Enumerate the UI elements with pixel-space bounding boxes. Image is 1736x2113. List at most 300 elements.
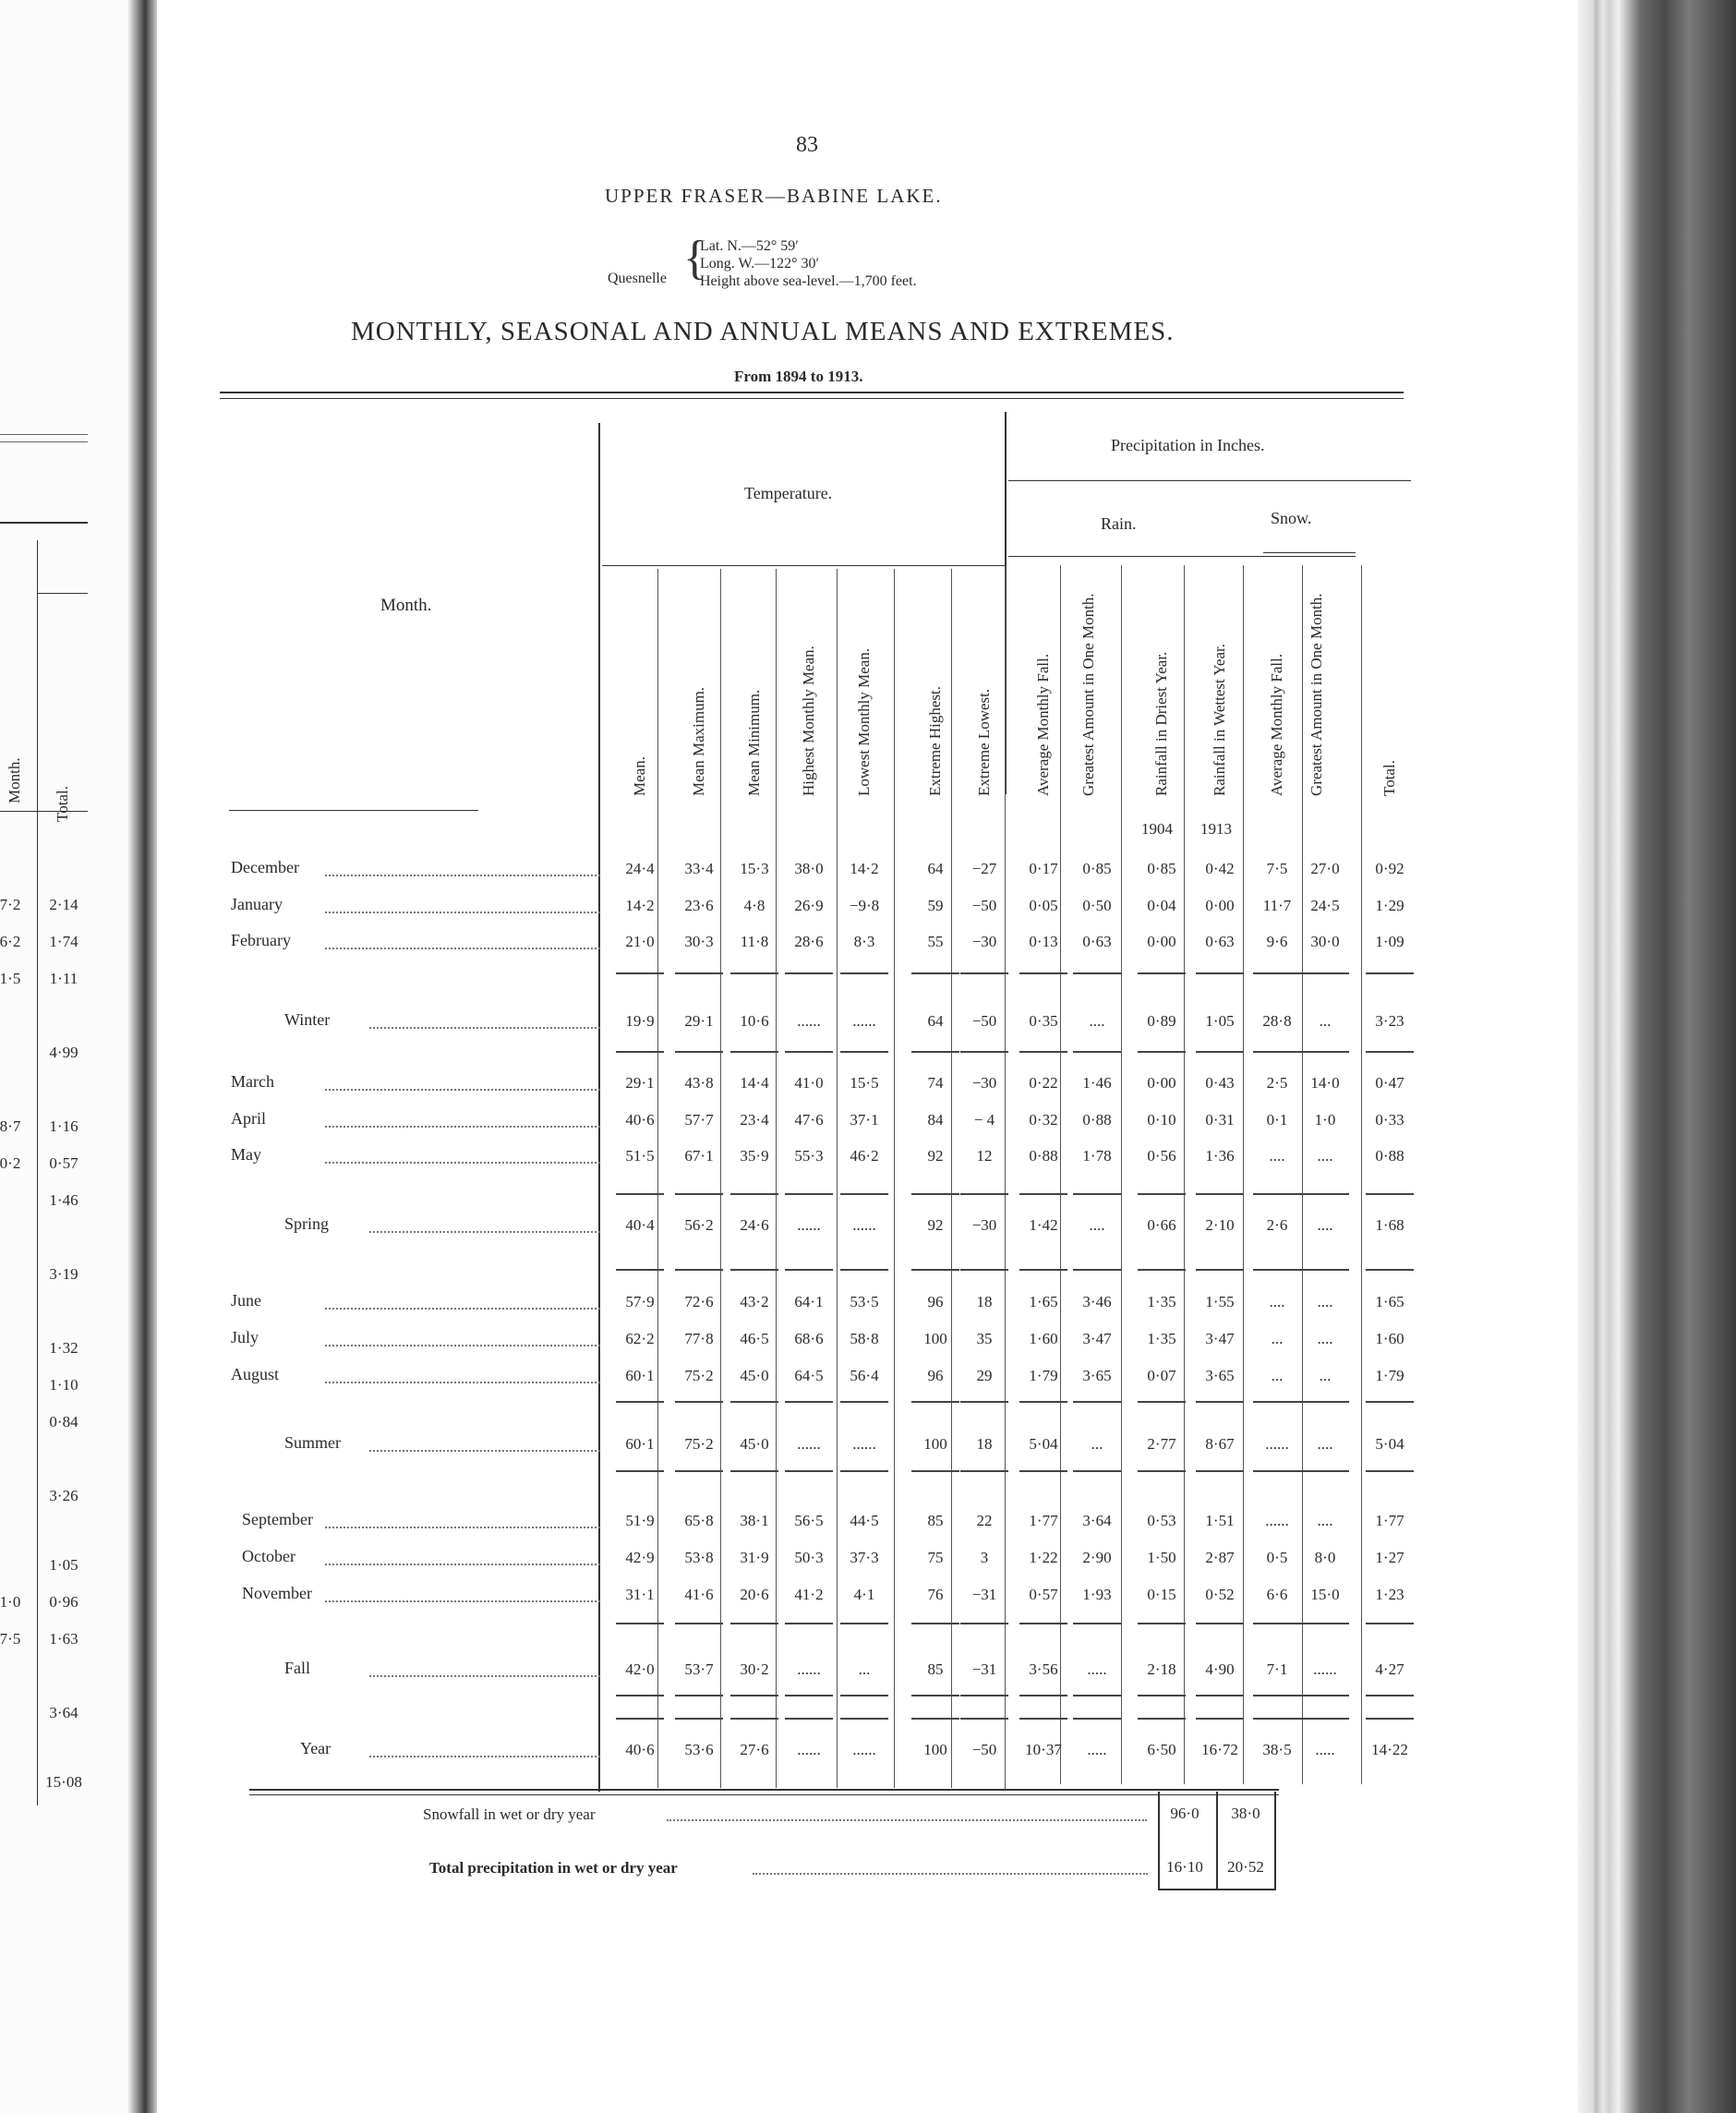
table-cell: −31 (971, 1586, 997, 1603)
column-divider (1005, 565, 1006, 1790)
group-rule (1301, 1623, 1349, 1624)
table-cell: 2·5 (1266, 1074, 1288, 1092)
column-header: Average Monthly Fall. (1034, 653, 1052, 796)
leader-dots (369, 1229, 600, 1233)
table-cell: 100 (923, 1330, 947, 1347)
left-page-partial: 7·5 (0, 1630, 21, 1648)
table-cell: .... (1317, 1330, 1333, 1347)
table-cell: 1·0 (1314, 1111, 1336, 1129)
table-cell: 67·1 (684, 1147, 714, 1165)
column-divider (894, 569, 895, 1788)
leader-dots (325, 910, 600, 913)
rain-rule (1008, 556, 1356, 557)
snowfall-dry-value: 96·0 (1170, 1805, 1200, 1822)
header-divider-month (598, 423, 600, 1792)
left-page-header: Month. (6, 757, 23, 803)
table-cell: ...... (852, 1741, 876, 1758)
table-cell: ...... (1265, 1435, 1289, 1453)
column-divider (951, 569, 952, 1788)
left-page-partial: 1·0 (0, 1593, 21, 1611)
group-rule (1253, 972, 1301, 974)
group-rule (911, 1269, 959, 1271)
table-cell: ...... (797, 1741, 821, 1758)
column-header: Lowest Monthly Mean. (855, 647, 873, 796)
group-rule (1301, 1695, 1349, 1696)
station-title: UPPER FRASER—BABINE LAKE. (605, 185, 943, 207)
season-label: Fall (284, 1659, 311, 1677)
group-rule (840, 1718, 888, 1720)
table-cell: ..... (1087, 1741, 1107, 1758)
table-cell: 6·50 (1147, 1741, 1176, 1758)
table-cell: 74 (927, 1074, 944, 1092)
table-cell: 0·85 (1082, 860, 1112, 877)
temperature-header: Temperature. (744, 484, 833, 502)
table-cell: 40·6 (625, 1111, 655, 1129)
table-cell: 1·50 (1147, 1549, 1176, 1566)
table-cell: ...... (797, 1216, 821, 1234)
group-rule (1366, 1051, 1414, 1053)
left-page-total: 4·99 (49, 1044, 78, 1061)
table-cell: 14·0 (1310, 1074, 1340, 1092)
table-cell: 0·42 (1205, 860, 1235, 877)
table-cell: 0·63 (1205, 933, 1235, 950)
table-cell: 55·3 (794, 1147, 824, 1165)
group-rule (1253, 1623, 1301, 1624)
group-rule (785, 1401, 833, 1403)
table-cell: 0·88 (1029, 1147, 1058, 1165)
group-rule (1196, 972, 1244, 974)
group-rule (1019, 1269, 1067, 1271)
table-cell: ... (1091, 1435, 1103, 1453)
group-rule (1073, 1695, 1121, 1696)
left-page-total: 0·84 (49, 1413, 78, 1431)
table-cell: 37·1 (850, 1111, 879, 1129)
group-rule (1196, 1051, 1244, 1053)
table-cell: 64 (927, 1012, 944, 1030)
column-divider (720, 569, 721, 1788)
table-cell: 77·8 (684, 1330, 714, 1347)
table-cell: 46·2 (850, 1147, 879, 1165)
table-cell: 14·2 (625, 897, 655, 914)
table-cell: 0·52 (1205, 1586, 1235, 1603)
table-cell: 85 (927, 1512, 944, 1529)
table-cell: .... (1317, 1512, 1333, 1529)
table-cell: ... (1271, 1367, 1284, 1384)
page-edges (1577, 0, 1736, 2113)
group-rule (1196, 1470, 1244, 1472)
snow-rule (1263, 552, 1356, 553)
table-cell: 38·0 (794, 860, 824, 877)
group-rule (730, 1623, 778, 1624)
leader-dots (325, 1343, 600, 1346)
table-cell: 1·36 (1205, 1147, 1235, 1165)
group-rule (1366, 1193, 1414, 1195)
leader-dots (369, 1754, 600, 1757)
table-cell: 38·5 (1262, 1741, 1292, 1758)
leader-dots (369, 1025, 600, 1029)
table-cell: 27·6 (740, 1741, 769, 1758)
table-cell: 41·0 (794, 1074, 824, 1092)
column-header: Greatest Amount in One Month. (1079, 593, 1097, 796)
left-page-header: Total. (54, 786, 71, 822)
table-cell: ... (1319, 1012, 1332, 1030)
group-rule (730, 1470, 778, 1472)
table-cell: 53·8 (684, 1549, 714, 1566)
table-cell: 42·0 (625, 1660, 655, 1678)
table-cell: .... (1317, 1293, 1333, 1310)
table-cell: 29·1 (625, 1074, 655, 1092)
season-label: Summer (284, 1433, 341, 1452)
leader-dots (369, 1673, 600, 1677)
table-cell: 29·1 (684, 1012, 714, 1030)
table-cell: 1·79 (1375, 1367, 1404, 1384)
snowfall-leader (667, 1817, 1147, 1821)
table-cell: 8·3 (853, 933, 875, 950)
table-cell: 18 (976, 1293, 993, 1310)
month-label: July (231, 1328, 259, 1346)
group-rule (840, 1470, 888, 1472)
table-cell: 2·90 (1082, 1549, 1112, 1566)
group-rule (840, 1695, 888, 1696)
table-cell: 0·32 (1029, 1111, 1058, 1129)
group-rule (675, 1193, 723, 1195)
table-cell: 3·46 (1082, 1293, 1112, 1310)
group-rule (840, 1193, 888, 1195)
table-cell: 1·51 (1205, 1512, 1235, 1529)
month-header: Month. (380, 596, 432, 615)
table-cell: −30 (971, 1216, 997, 1234)
table-cell: 3·65 (1082, 1367, 1112, 1384)
left-page-total: 3·19 (49, 1265, 78, 1283)
season-label: Year (300, 1739, 332, 1757)
table-cell: 53·7 (684, 1660, 714, 1678)
group-rule (675, 1269, 723, 1271)
group-rule (1073, 1051, 1121, 1053)
group-rule (616, 1193, 664, 1195)
month-label: May (231, 1145, 261, 1164)
table-cell: 2·18 (1147, 1660, 1176, 1678)
group-rule (1196, 1623, 1244, 1624)
table-cell: 15·5 (850, 1074, 879, 1092)
group-rule (616, 1051, 664, 1053)
table-cell: ...... (1313, 1660, 1337, 1678)
group-rule (1253, 1051, 1301, 1053)
group-rule (675, 1695, 723, 1696)
group-rule (840, 1623, 888, 1624)
group-rule (1366, 1269, 1414, 1271)
group-rule (1019, 1193, 1067, 1195)
table-cell: 1·22 (1029, 1549, 1058, 1566)
group-rule (1019, 1470, 1067, 1472)
group-rule (1301, 1051, 1349, 1053)
table-cell: 0·1 (1266, 1111, 1288, 1129)
column-divider (837, 569, 838, 1788)
table-cell: 59 (927, 897, 944, 914)
table-cell: 1·23 (1375, 1586, 1404, 1603)
table-cell: 5·04 (1029, 1435, 1058, 1453)
table-cell: −31 (971, 1660, 997, 1678)
table-cell: 2·87 (1205, 1549, 1235, 1566)
bottom-rule (249, 1789, 1279, 1791)
group-rule (616, 1401, 664, 1403)
group-rule (911, 1718, 959, 1720)
table-cell: 1·05 (1205, 1012, 1235, 1030)
left-page-total: 0·96 (49, 1593, 78, 1611)
table-cell: 64 (927, 860, 944, 877)
table-cell: 3·65 (1205, 1367, 1235, 1384)
group-rule (1366, 1718, 1414, 1720)
table-cell: 43·8 (684, 1074, 714, 1092)
left-page-partial: 6·2 (0, 933, 21, 950)
left-page-partial: 7·2 (0, 896, 21, 913)
bottom-rule-2 (249, 1794, 1279, 1795)
table-cell: 30·3 (684, 933, 714, 950)
table-cell: 100 (923, 1435, 947, 1453)
group-rule (1301, 1401, 1349, 1403)
table-cell: 14·4 (740, 1074, 769, 1092)
month-label: October (242, 1547, 295, 1565)
group-rule (1253, 1718, 1301, 1720)
leader-dots (325, 1525, 600, 1528)
leader-dots (325, 1124, 600, 1128)
group-rule (1253, 1470, 1301, 1472)
footer-box-left (1158, 1792, 1160, 1890)
table-cell: −9·8 (849, 897, 880, 914)
table-cell: 30·0 (1310, 933, 1340, 950)
group-rule (785, 1051, 833, 1053)
table-cell: 84 (927, 1111, 944, 1129)
left-page-partial: 1·5 (0, 970, 21, 987)
left-page-partial: 8·7 (0, 1117, 21, 1135)
group-rule (1366, 972, 1414, 974)
table-cell: 0·35 (1029, 1012, 1058, 1030)
column-header: Mean Maximum. (690, 686, 707, 796)
table-cell: 96 (927, 1293, 944, 1310)
table-cell: 0·10 (1147, 1111, 1176, 1129)
group-rule (1301, 972, 1349, 974)
table-cell: 10·37 (1025, 1741, 1062, 1758)
group-rule (911, 1051, 959, 1053)
column-header: Extreme Highest. (926, 686, 944, 796)
group-rule (1366, 1470, 1414, 1472)
footer-box-bottom (1158, 1889, 1276, 1890)
table-cell: 0·33 (1375, 1111, 1404, 1129)
table-subtitle: From 1894 to 1913. (734, 368, 863, 385)
table-cell: 56·5 (794, 1512, 824, 1529)
group-rule (675, 972, 723, 974)
group-rule (1196, 1193, 1244, 1195)
table-cell: ... (1319, 1367, 1332, 1384)
group-rule (785, 1623, 833, 1624)
table-cell: .... (1269, 1293, 1285, 1310)
table-cell: 1·42 (1029, 1216, 1058, 1234)
table-cell: 5·04 (1375, 1435, 1404, 1453)
table-cell: 7·5 (1266, 860, 1288, 877)
snowfall-label: Snowfall in wet or dry year (423, 1805, 596, 1823)
table-cell: 4·90 (1205, 1660, 1235, 1678)
total-precipitation-label: Total precipitation in wet or dry year (429, 1859, 678, 1877)
table-cell: 24·5 (1310, 897, 1340, 914)
table-cell: 2·10 (1205, 1216, 1235, 1234)
table-cell: 4·1 (853, 1586, 875, 1603)
table-cell: 18 (976, 1435, 993, 1453)
table-cell: .... (1089, 1012, 1105, 1030)
group-rule (1196, 1401, 1244, 1403)
table-cell: 1·35 (1147, 1293, 1176, 1310)
table-cell: 0·5 (1266, 1549, 1288, 1566)
table-cell: ...... (797, 1660, 821, 1678)
group-rule (1366, 1401, 1414, 1403)
group-rule (840, 1051, 888, 1053)
table-cell: ..... (1087, 1660, 1107, 1678)
table-cell: 64·5 (794, 1367, 824, 1384)
table-cell: 21·0 (625, 933, 655, 950)
group-rule (1253, 1695, 1301, 1696)
table-cell: 0·13 (1029, 933, 1058, 950)
top-rule (220, 392, 1404, 393)
table-cell: 28·6 (794, 933, 824, 950)
table-cell: 19·9 (625, 1012, 655, 1030)
footer-box-mid (1216, 1792, 1218, 1890)
month-label: December (231, 858, 299, 876)
table-cell: ...... (1265, 1512, 1289, 1529)
group-rule (730, 1051, 778, 1053)
book-gutter (127, 0, 157, 2113)
table-cell: 0·22 (1029, 1074, 1058, 1092)
table-cell: 0·31 (1205, 1111, 1235, 1129)
group-rule (840, 972, 888, 974)
table-cell: 56·4 (850, 1367, 879, 1384)
group-rule (1073, 1470, 1121, 1472)
group-rule (1073, 1623, 1121, 1624)
table-cell: 0·85 (1147, 860, 1176, 877)
rain-header: Rain. (1101, 514, 1137, 533)
group-rule (1073, 1193, 1121, 1195)
group-rule (1301, 1718, 1349, 1720)
table-cell: 46·5 (740, 1330, 769, 1347)
group-rule (911, 1401, 959, 1403)
table-cell: ... (858, 1660, 871, 1678)
table-cell: 41·6 (684, 1586, 714, 1603)
table-cell: 0·50 (1082, 897, 1112, 914)
month-label: September (242, 1510, 313, 1528)
table-cell: 0·63 (1082, 933, 1112, 950)
table-cell: 0·89 (1147, 1012, 1176, 1030)
table-cell: .... (1269, 1147, 1285, 1165)
table-cell: 0·00 (1147, 1074, 1176, 1092)
table-cell: 1·09 (1375, 933, 1404, 950)
group-rule (675, 1623, 723, 1624)
table-cell: 47·6 (794, 1111, 824, 1129)
table-cell: 40·6 (625, 1741, 655, 1758)
group-rule (1019, 972, 1067, 974)
table-cell: 11·8 (740, 933, 769, 950)
group-rule (840, 1401, 888, 1403)
table-cell: 1·46 (1082, 1074, 1112, 1092)
column-header: Average Monthly Fall. (1268, 653, 1285, 796)
table-cell: 72·6 (684, 1293, 714, 1310)
table-cell: ... (1271, 1330, 1284, 1347)
table-cell: 14·22 (1371, 1741, 1408, 1758)
table-cell: 3 (980, 1549, 989, 1566)
table-cell: 96 (927, 1367, 944, 1384)
table-cell: 60·1 (625, 1435, 655, 1453)
group-rule (1019, 1718, 1067, 1720)
group-rule (960, 1401, 1008, 1403)
table-cell: 51·5 (625, 1147, 655, 1165)
table-cell: 0·56 (1147, 1147, 1176, 1165)
group-rule (730, 1269, 778, 1271)
group-rule (675, 1401, 723, 1403)
table-cell: − 4 (973, 1111, 995, 1129)
table-cell: −27 (971, 860, 997, 877)
table-cell: 2·77 (1147, 1435, 1176, 1453)
group-rule (1138, 1718, 1186, 1720)
table-cell: 16·72 (1201, 1741, 1238, 1758)
group-rule (616, 972, 664, 974)
location-height: Height above sea-level.—1,700 feet. (700, 273, 917, 289)
table-cell: 60·1 (625, 1367, 655, 1384)
group-rule (1196, 1718, 1244, 1720)
table-cell: 15·0 (1310, 1586, 1340, 1603)
left-page-total: 1·05 (49, 1556, 78, 1574)
group-rule (1138, 1269, 1186, 1271)
month-label: January (231, 895, 283, 913)
left-page-total: 0·57 (49, 1154, 78, 1172)
column-header: Extreme Lowest. (975, 688, 993, 796)
table-cell: 1·29 (1375, 897, 1404, 914)
leader-dots (325, 1562, 600, 1565)
table-cell: 0·07 (1147, 1367, 1176, 1384)
group-rule (840, 1269, 888, 1271)
column-divider (776, 569, 777, 1788)
table-cell: 0·57 (1029, 1586, 1058, 1603)
table-cell: 1·60 (1029, 1330, 1058, 1347)
table-cell: 8·67 (1205, 1435, 1235, 1453)
group-rule (960, 1623, 1008, 1624)
table-cell: 8·0 (1314, 1549, 1336, 1566)
month-rule (229, 810, 478, 811)
table-cell: 1·65 (1375, 1293, 1404, 1310)
table-cell: 42·9 (625, 1549, 655, 1566)
group-rule (616, 1623, 664, 1624)
month-label: November (242, 1584, 312, 1602)
dry-year-header: 1904 (1141, 820, 1173, 838)
table-cell: 0·53 (1147, 1512, 1176, 1529)
table-cell: 68·6 (794, 1330, 824, 1347)
group-rule (1253, 1193, 1301, 1195)
table-cell: 0·00 (1147, 933, 1176, 950)
group-rule (1138, 1695, 1186, 1696)
group-rule (911, 1470, 959, 1472)
table-cell: 23·6 (684, 897, 714, 914)
table-cell: 3·47 (1082, 1330, 1112, 1347)
group-rule (1138, 1470, 1186, 1472)
group-rule (960, 1695, 1008, 1696)
column-header: Rainfall in Wettest Year. (1211, 644, 1228, 796)
table-cell: 0·00 (1205, 897, 1235, 914)
table-cell: 1·77 (1375, 1512, 1404, 1529)
table-cell: 75 (927, 1549, 944, 1566)
table-cell: 10·6 (740, 1012, 769, 1030)
table-cell: 1·35 (1147, 1330, 1176, 1347)
table-cell: 56·2 (684, 1216, 714, 1234)
group-rule (960, 1193, 1008, 1195)
total-dry-value: 16·10 (1166, 1858, 1203, 1876)
table-cell: 30·2 (740, 1660, 769, 1678)
table-cell: .... (1317, 1216, 1333, 1234)
group-rule (1196, 1695, 1244, 1696)
